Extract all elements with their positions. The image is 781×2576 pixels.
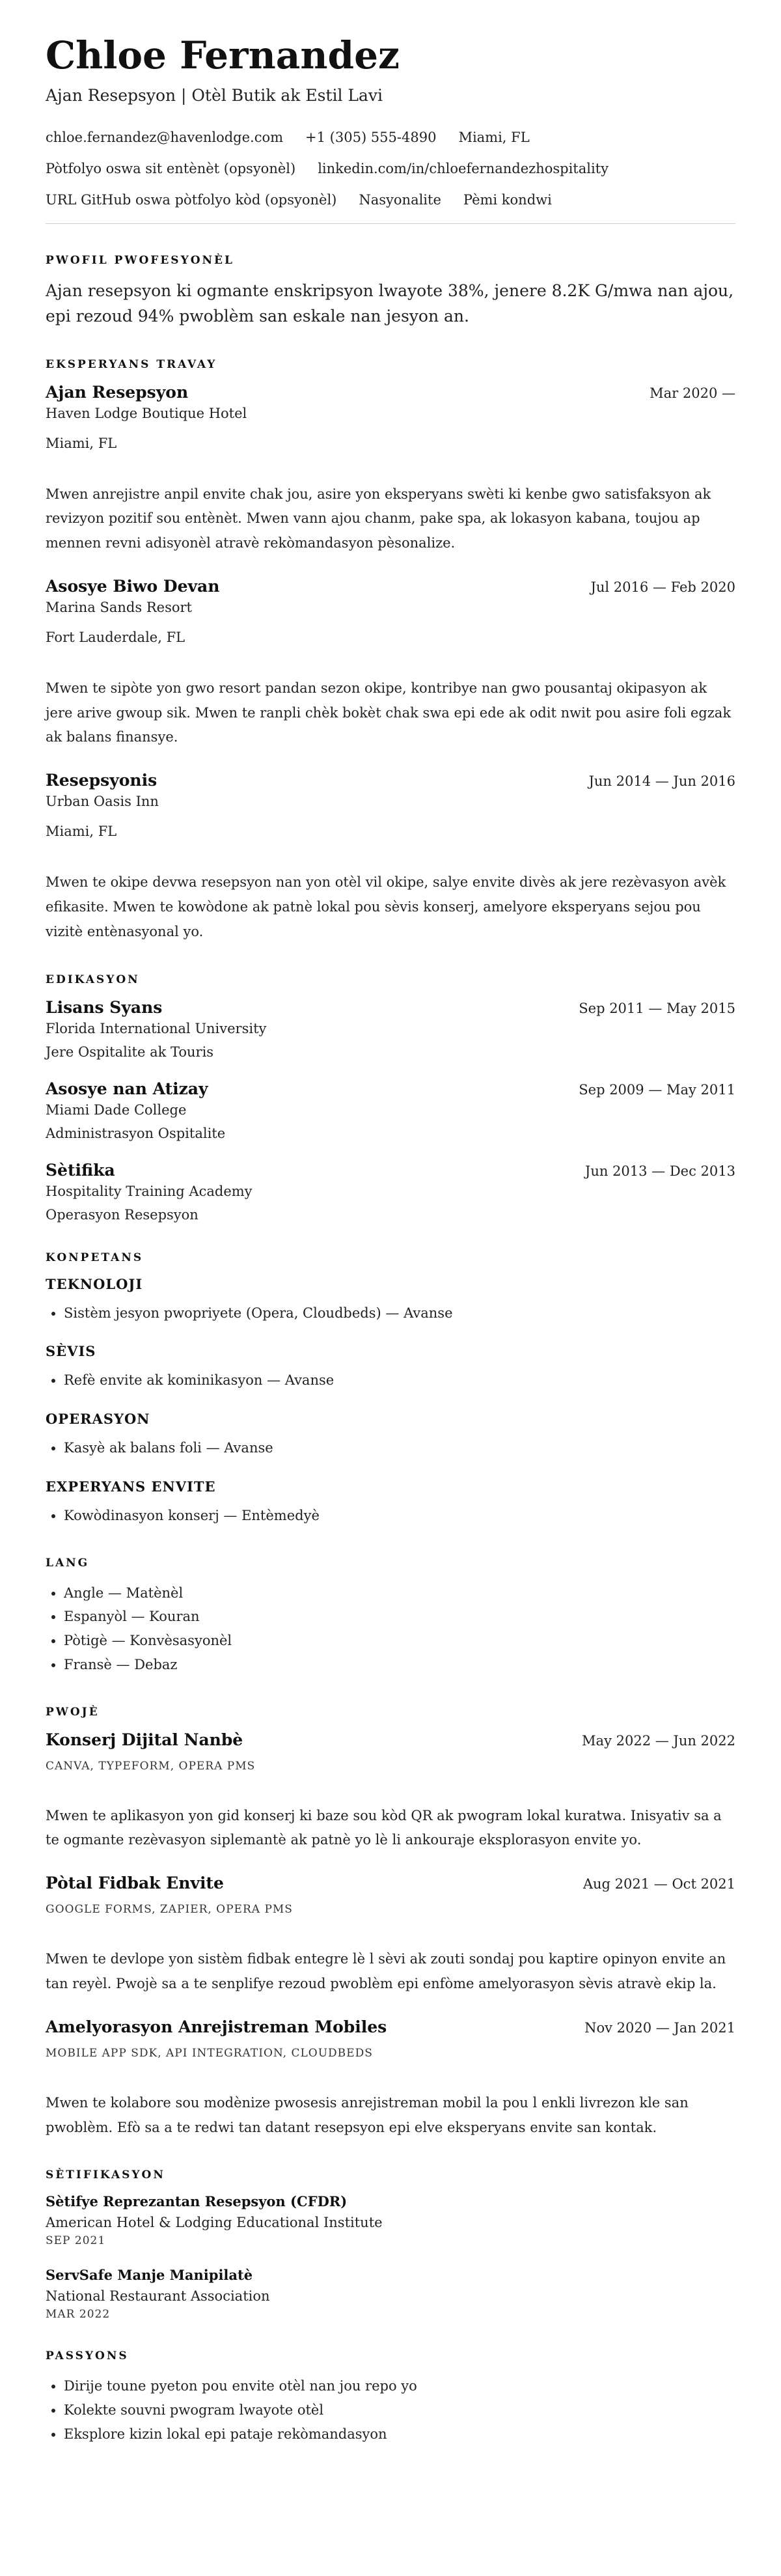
summary-section xyxy=(46,254,735,329)
job-company: Urban Oasis Inn xyxy=(46,794,159,810)
projects-section xyxy=(46,1706,735,2140)
degree-title: Sètifika xyxy=(46,1160,115,1180)
skill-list xyxy=(46,1301,735,1325)
languages-section xyxy=(46,1557,735,1677)
job-description: Mwen te sipòte yon gwo resort pandan sezon okipe, kontribye nan gwo pousantaj okipasyon ak jere arive gwoup sik. Mwen te ranpli chèk bokèt chak swa epi ede ak odit nwit pou asire foli egzak ak balans finansye. xyxy=(46,680,732,745)
job-title: Ajan Resepsyon xyxy=(46,382,189,402)
certification-name: Sètifye Reprezantan Resepsyon (CFDR) xyxy=(46,2193,348,2210)
contact-row-2 xyxy=(46,161,735,176)
school-name: Miami Dade College xyxy=(46,1101,187,1118)
hobbies-section xyxy=(46,2349,735,2446)
portfolio-link[interactable]: Pòtfolyo oswa sit entènèt (opsyonèl) xyxy=(46,161,296,176)
resume-header xyxy=(46,33,735,208)
project-dates: May 2022 — Jun 2022 xyxy=(582,1732,735,1749)
hobby-item: • Dirije toune pyeton pou envite otèl nan jou repo yo xyxy=(64,2374,735,2398)
education-section xyxy=(46,973,735,1223)
job-company: Marina Sands Resort xyxy=(46,599,192,615)
language-item: • Espanyòl — Kouran xyxy=(64,1605,735,1629)
education-dates: Sep 2009 — May 2011 xyxy=(579,1081,735,1098)
skill-category-name: SÈVIS xyxy=(46,1343,96,1360)
education-entry xyxy=(46,1161,735,1223)
certifications-section xyxy=(46,2168,735,2321)
language-list xyxy=(46,1581,735,1677)
education-dates: Sep 2011 — May 2015 xyxy=(579,1000,735,1016)
hobby-item: • Eksplore kizin lokal epi pataje rekòmandasyon xyxy=(64,2422,735,2446)
certification-org: American Hotel & Lodging Educational Institute xyxy=(46,2215,383,2231)
certification-date: SEP 2021 xyxy=(46,2234,106,2248)
candidate-headline: Ajan Resepsyon | Otèl Butik ak Estil Lavi xyxy=(46,86,383,105)
job-location: Miami, FL xyxy=(46,435,117,451)
project-name: Konserj Dijital Nanbè xyxy=(46,1730,243,1749)
skill-category-name: TEKNOLOJI xyxy=(46,1275,143,1292)
candidate-name: Chloe Fernandez xyxy=(46,33,400,77)
skill-category xyxy=(46,1343,735,1392)
language-item: • Pòtigè — Konvèsasyonèl xyxy=(64,1629,735,1653)
certification-date: MAR 2022 xyxy=(46,2308,111,2321)
experience-entry xyxy=(46,577,735,750)
email-link[interactable]: chloe.fernandez@havenlodge.com xyxy=(46,130,284,145)
header-divider xyxy=(46,223,735,224)
github-link[interactable]: URL GitHub oswa pòtfolyo kòd (opsyonèl) xyxy=(46,192,337,208)
education-entry xyxy=(46,1079,735,1141)
section-title: PASSYONS xyxy=(46,2349,129,2363)
job-description: Mwen anrejistre anpil envite chak jou, asire yon eksperyans swèti ki kenbe gwo satisfaksyon ak revizyon pozitif sou entènèt. Mwen vann ajou chanm, pake spa, ak lokasyon kabana, toujou ap mennen revni adisyonèl atravè rekòmandasyon pèsonalize. xyxy=(46,486,711,551)
skill-category xyxy=(46,1478,735,1528)
job-title: Resepsyonis xyxy=(46,771,158,790)
section-title: LANG xyxy=(46,1556,90,1570)
section-title: SÈTIFIKASYON xyxy=(46,2168,165,2182)
skill-item: • Kowòdinasyon konserj — Entèmedyè xyxy=(64,1504,735,1528)
skills-section xyxy=(46,1251,735,1528)
job-dates: Mar 2020 — xyxy=(650,385,735,401)
project-tech: CANVA, TYPEFORM, OPERA PMS xyxy=(46,1759,256,1773)
job-location: Miami, FL xyxy=(46,824,117,840)
job-dates: Jul 2016 — Feb 2020 xyxy=(590,579,735,595)
degree-title: Asosye nan Atizay xyxy=(46,1079,208,1098)
skill-list xyxy=(46,1504,735,1528)
hobby-item: • Kolekte souvni pwogram lwayote otèl xyxy=(64,2398,735,2422)
school-name: Florida International University xyxy=(46,1020,267,1036)
certification-entry xyxy=(46,2193,735,2247)
language-item: • Angle — Matènèl xyxy=(64,1581,735,1605)
project-description: Mwen te devlope yon sistèm fidbak entegre lè l sèvi ak zouti sondaj pou kaptire opinyon envite an tan reyèl. Pwojè sa a te senplifye rezoud pwoblèm epi enfòme amelyorasyon sèvis atravè ekip la. xyxy=(46,1951,726,1992)
section-title: EDIKASYON xyxy=(46,973,140,986)
certification-org: National Restaurant Association xyxy=(46,2288,270,2305)
skill-item: • Refè envite ak kominikasyon — Avanse xyxy=(64,1368,735,1392)
degree-title: Lisans Syans xyxy=(46,997,163,1017)
project-dates: Nov 2020 — Jan 2021 xyxy=(584,2019,735,2036)
experience-section xyxy=(46,358,735,945)
skill-item: • Kasyè ak balans foli — Avanse xyxy=(64,1436,735,1460)
project-description: Mwen te aplikasyon yon gid konserj ki baze sou kòd QR ak pwogram lokal kuratwa. Inisyativ sa a te ogmante rezèvasyon siplemantè ak patnè yo lè li ankouraje eksplorasyon envite yo. xyxy=(46,1807,722,1848)
job-dates: Jun 2014 — Jun 2016 xyxy=(588,773,735,790)
education-entry xyxy=(46,998,735,1060)
project-name: Amelyorasyon Anrejistreman Mobiles xyxy=(46,2017,387,2036)
section-title: KONPETANS xyxy=(46,1251,144,1264)
skill-list xyxy=(46,1368,735,1392)
field-of-study: Jere Ospitalite ak Touris xyxy=(46,1044,214,1060)
project-entry xyxy=(46,1874,735,1997)
school-name: Hospitality Training Academy xyxy=(46,1183,253,1199)
certification-name: ServSafe Manje Manipilatè xyxy=(46,2267,253,2284)
hobby-list xyxy=(46,2374,735,2446)
language-item: • Fransè — Debaz xyxy=(64,1653,735,1677)
section-title: PWOFIL PWOFESYONÈL xyxy=(46,254,234,267)
job-location: Fort Lauderdale, FL xyxy=(46,629,185,645)
skill-item: • Sistèm jesyon pwopriyete (Opera, Cloudbeds) — Avanse xyxy=(64,1301,735,1325)
project-tech: GOOGLE FORMS, ZAPIER, OPERA PMS xyxy=(46,1903,293,1917)
skill-category xyxy=(46,1411,735,1460)
field-of-study: Administrasyon Ospitalite xyxy=(46,1125,226,1141)
section-title: EKSPERYANS TRAVAY xyxy=(46,357,217,371)
project-entry xyxy=(46,1730,735,1853)
project-description: Mwen te kolabore sou modènize pwosesis anrejistreman mobil la pou l enkli livrezon kle san pwoblèm. Efò sa a te redwi tan datant resepsyon epi elve eksperyans envite san kontak. xyxy=(46,2094,689,2135)
section-title: PWOJÈ xyxy=(46,1705,100,1719)
skill-list xyxy=(46,1436,735,1460)
job-description: Mwen te okipe devwa resepsyon nan yon otèl vil okipe, salye envite divès ak jere rezèvasyon avèk efikasite. Mwen te kowòdone ak patnè lokal pou sèvis konserj, amelyore eksperyans sejou pou vizitè entènasyonal yo. xyxy=(46,874,726,939)
job-title: Asosye Biwo Devan xyxy=(46,576,220,596)
skill-category-name: EXPERYANS ENVITE xyxy=(46,1478,216,1495)
project-dates: Aug 2021 — Oct 2021 xyxy=(582,1876,735,1892)
project-entry xyxy=(46,2017,735,2140)
contact-row-3 xyxy=(46,192,735,208)
education-dates: Jun 2013 — Dec 2013 xyxy=(584,1163,735,1179)
experience-entry xyxy=(46,771,735,944)
project-name: Pòtal Fidbak Envite xyxy=(46,1874,224,1893)
phone-link[interactable]: +1 (305) 555-4890 xyxy=(305,130,437,145)
skill-category xyxy=(46,1276,735,1325)
certification-entry xyxy=(46,2267,735,2321)
nationality-text: Nasyonalite xyxy=(359,192,441,208)
experience-entry xyxy=(46,383,735,556)
field-of-study: Operasyon Resepsyon xyxy=(46,1206,199,1223)
summary-text: Ajan resepsyon ki ogmante enskripsyon lwayote 38%, jenere 8.2K G/mwa nan ajou, epi rezoud 94% pwoblèm san eskale nan jesyon an. xyxy=(46,281,734,325)
project-tech: MOBILE APP SDK, API INTEGRATION, CLOUDBEDS xyxy=(46,2046,373,2060)
linkedin-link[interactable]: linkedin.com/in/chloefernandezhospitality xyxy=(318,161,609,176)
permit-text: Pèmi kondwi xyxy=(463,192,552,208)
job-company: Haven Lodge Boutique Hotel xyxy=(46,405,247,421)
location-text: Miami, FL xyxy=(458,130,530,145)
skill-category-name: OPERASYON xyxy=(46,1411,150,1428)
contact-row-1 xyxy=(46,130,735,145)
